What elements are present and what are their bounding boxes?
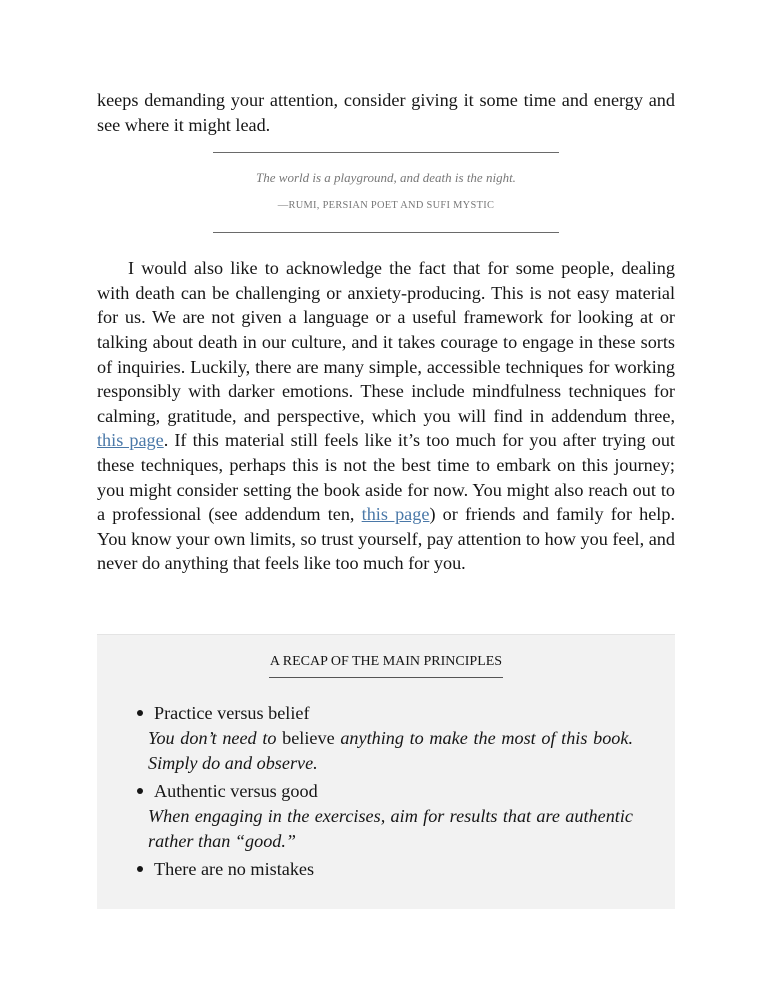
desc-italic: When engaging in the exercises, aim for results that are authentic rather than “good.” — [148, 806, 633, 851]
bullet-icon — [137, 710, 143, 716]
addendum-ten-link[interactable]: this page — [361, 504, 430, 525]
quote-text: The world is a playground, and death is the night. — [256, 170, 516, 186]
desc-italic-c: anything to make the most of this book. Simply do and observe. — [148, 728, 633, 773]
intro-paragraph: keeps demanding your attention, consider giving it some time and energy and see where it might lead. — [97, 90, 675, 135]
desc-italic-a: You don’t need to — [148, 728, 277, 748]
quote-attribution: —RUMI, PERSIAN POET AND SUFI MYSTIC — [277, 200, 495, 212]
bullet-icon — [137, 866, 143, 872]
bullet-icon — [137, 788, 143, 794]
principle-description — [148, 726, 633, 776]
epigraph-quote — [213, 152, 559, 233]
body-text-part3: ) or friends and family for help. You know your own limits, so trust yourself, pay attention to how you feel, and never do anything that feels like too much for you. — [97, 504, 675, 574]
recap-list — [97, 701, 675, 882]
principle-title: There are no mistakes — [154, 859, 315, 879]
body-text-part2: . If this material still feels like it’s too much for you after trying out these techniques, perhaps this is not the best time to embark on this journey; you might consider setting the book aside for now. You might also reach out to a professional (see addendum ten, — [97, 430, 675, 525]
addendum-three-link[interactable]: this page — [97, 430, 164, 451]
principle-title: Authentic versus good — [154, 781, 318, 801]
recap-title: A RECAP OF THE MAIN PRINCIPLES — [269, 653, 503, 678]
list-item — [97, 701, 675, 776]
principle-description — [148, 804, 633, 854]
principle-title: Practice versus belief — [154, 703, 310, 723]
body-paragraph — [97, 256, 675, 576]
page-content — [97, 88, 675, 576]
list-item — [97, 857, 675, 882]
list-item — [97, 779, 675, 854]
body-text-part1: I would also like to acknowledge the fact that for some people, dealing with death can be challenging or anxiety-producing. This is not easy material for us. We are not given a language or a useful framework for looking at or talking about death in our culture, and it takes courage to engage in these sorts of inquiries. Luckily, there are many simple, accessible techniques for working responsibly with darker emotions. These include mindfulness techniques for calming, gratitude, and perspective, which you will find in addendum three, — [97, 258, 675, 426]
recap-sidebar — [97, 634, 675, 909]
desc-roman: believe — [276, 728, 341, 748]
